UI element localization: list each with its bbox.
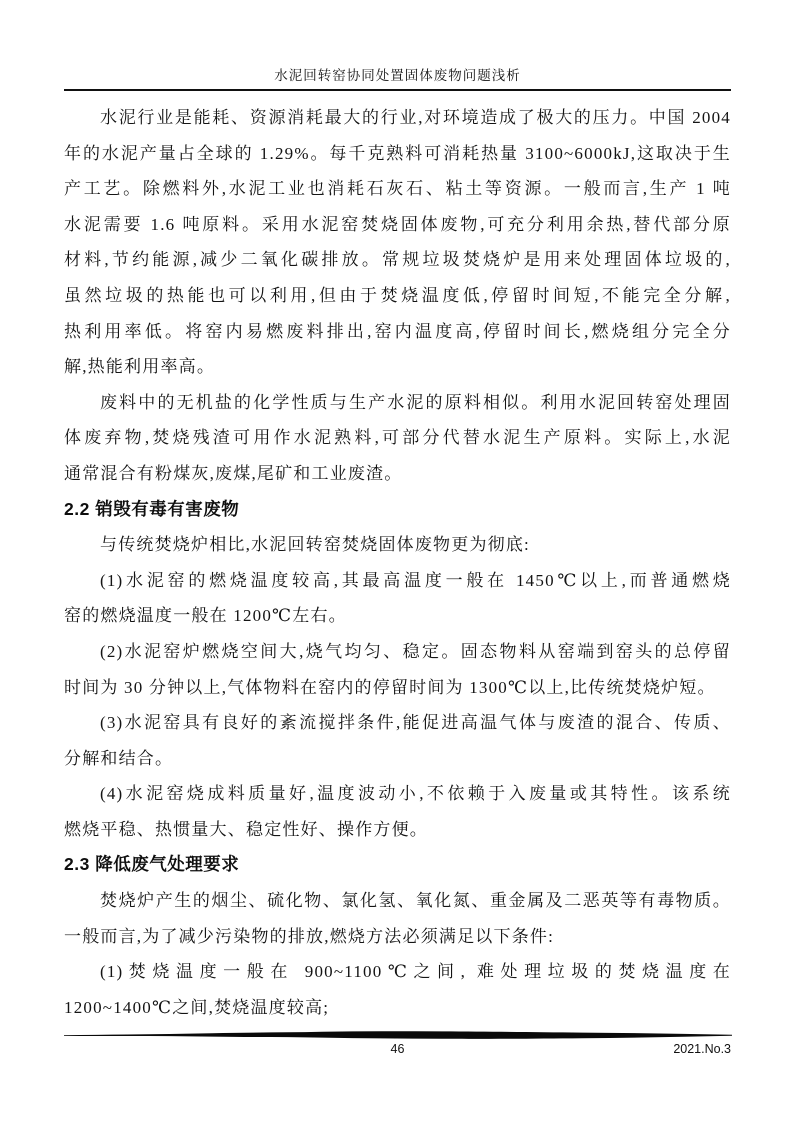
text-line: 材料,节约能源,减少二氧化碳排放。常规垃圾焚烧炉是用来处理固体垃圾的, [64,250,731,270]
text-line: (1)焚烧温度一般在 900~1100℃之间, 难处理垃圾的焚烧温度在 [100,962,731,982]
text-line: 时间为 30 分钟以上,气体物料在窑内的停留时间为 1300℃以上,比传统焚烧炉短。 [64,677,716,697]
text-line: 虽然垃圾的热能也可以利用,但由于焚烧温度低,停留时间短,不能完全分解, [64,285,731,305]
document-body [64,100,731,1025]
paragraph [64,954,731,1025]
paragraph [64,100,731,385]
text-line: (2)水泥窑炉燃烧空间大,烧气均匀、稳定。固态物料从窑端到窑头的总停留 [100,641,731,661]
text-line: 解,热能利用率高。 [64,357,216,377]
section-heading: 2.2 销毁有毒有害废物 [64,498,240,519]
paragraph [64,883,731,954]
text-line: 1200~1400℃之间,焚烧温度较高; [64,997,330,1017]
paragraph [64,634,731,705]
paragraph [64,705,731,776]
text-line: (4)水泥窑烧成料质量好,温度波动小,不依赖于入废量或其特性。该系统 [100,784,731,804]
text-line: 与传统焚烧炉相比,水泥回转窑焚烧固体废物更为彻底: [100,535,530,555]
text-line: 体废弃物,焚烧残渣可用作水泥熟料,可部分代替水泥生产原料。实际上,水泥 [64,428,731,448]
text-line: 热利用率低。将窑内易燃废料排出,窑内温度高,停留时间长,燃烧组分完全分 [64,321,731,341]
paragraph [64,563,731,634]
paragraph [64,527,731,563]
text-line: 燃烧平稳、热惯量大、稳定性好、操作方便。 [64,819,428,839]
text-line: 水泥行业是能耗、资源消耗最大的行业,对环境造成了极大的压力。中国 2004 [100,108,731,127]
text-line: 一般而言,为了减少污染物的排放,燃烧方法必须满足以下条件: [64,926,555,946]
section-heading: 2.3 降低废气处理要求 [64,854,240,875]
page-number: 46 [390,1042,405,1056]
footer [64,1042,731,1060]
text-line: (1)水泥窑的燃烧温度较高,其最高温度一般在 1450℃以上,而普通燃烧 [100,570,731,590]
issue-number: 2021.No.3 [673,1042,731,1056]
footer-rule [62,1028,734,1042]
running-header-title: 水泥回转窑协同处置固体废物问题浅析 [274,68,521,83]
text-line: 分解和结合。 [64,748,174,768]
text-line: 产工艺。除燃料外,水泥工业也消耗石灰石、粘土等资源。一般而言,生产 1 吨 [64,179,731,199]
text-line: 焚烧炉产生的烟尘、硫化物、氯化氢、氧化氮、重金属及二恶英等有毒物质。 [100,891,731,911]
text-line: 年的水泥产量占全球的 1.29%。每千克熟料可消耗热量 3100~6000kJ,这取决于生 [64,143,731,163]
paragraph [64,776,731,847]
text-line: (3)水泥窑具有良好的紊流搅拌条件,能促进高温气体与废渣的混合、传质、 [100,713,731,733]
paragraph [64,385,731,492]
text-line: 废料中的无机盐的化学性质与生产水泥的原料相似。利用水泥回转窑处理固 [100,392,731,412]
text-line: 水泥需要 1.6 吨原料。采用水泥窑焚烧固体废物,可充分利用余热,替代部分原 [64,214,731,234]
text-line: 窑的燃烧温度一般在 1200℃左右。 [64,606,347,626]
header-rule [64,89,731,91]
text-line: 通常混合有粉煤灰,废煤,尾矿和工业废渣。 [64,463,403,483]
